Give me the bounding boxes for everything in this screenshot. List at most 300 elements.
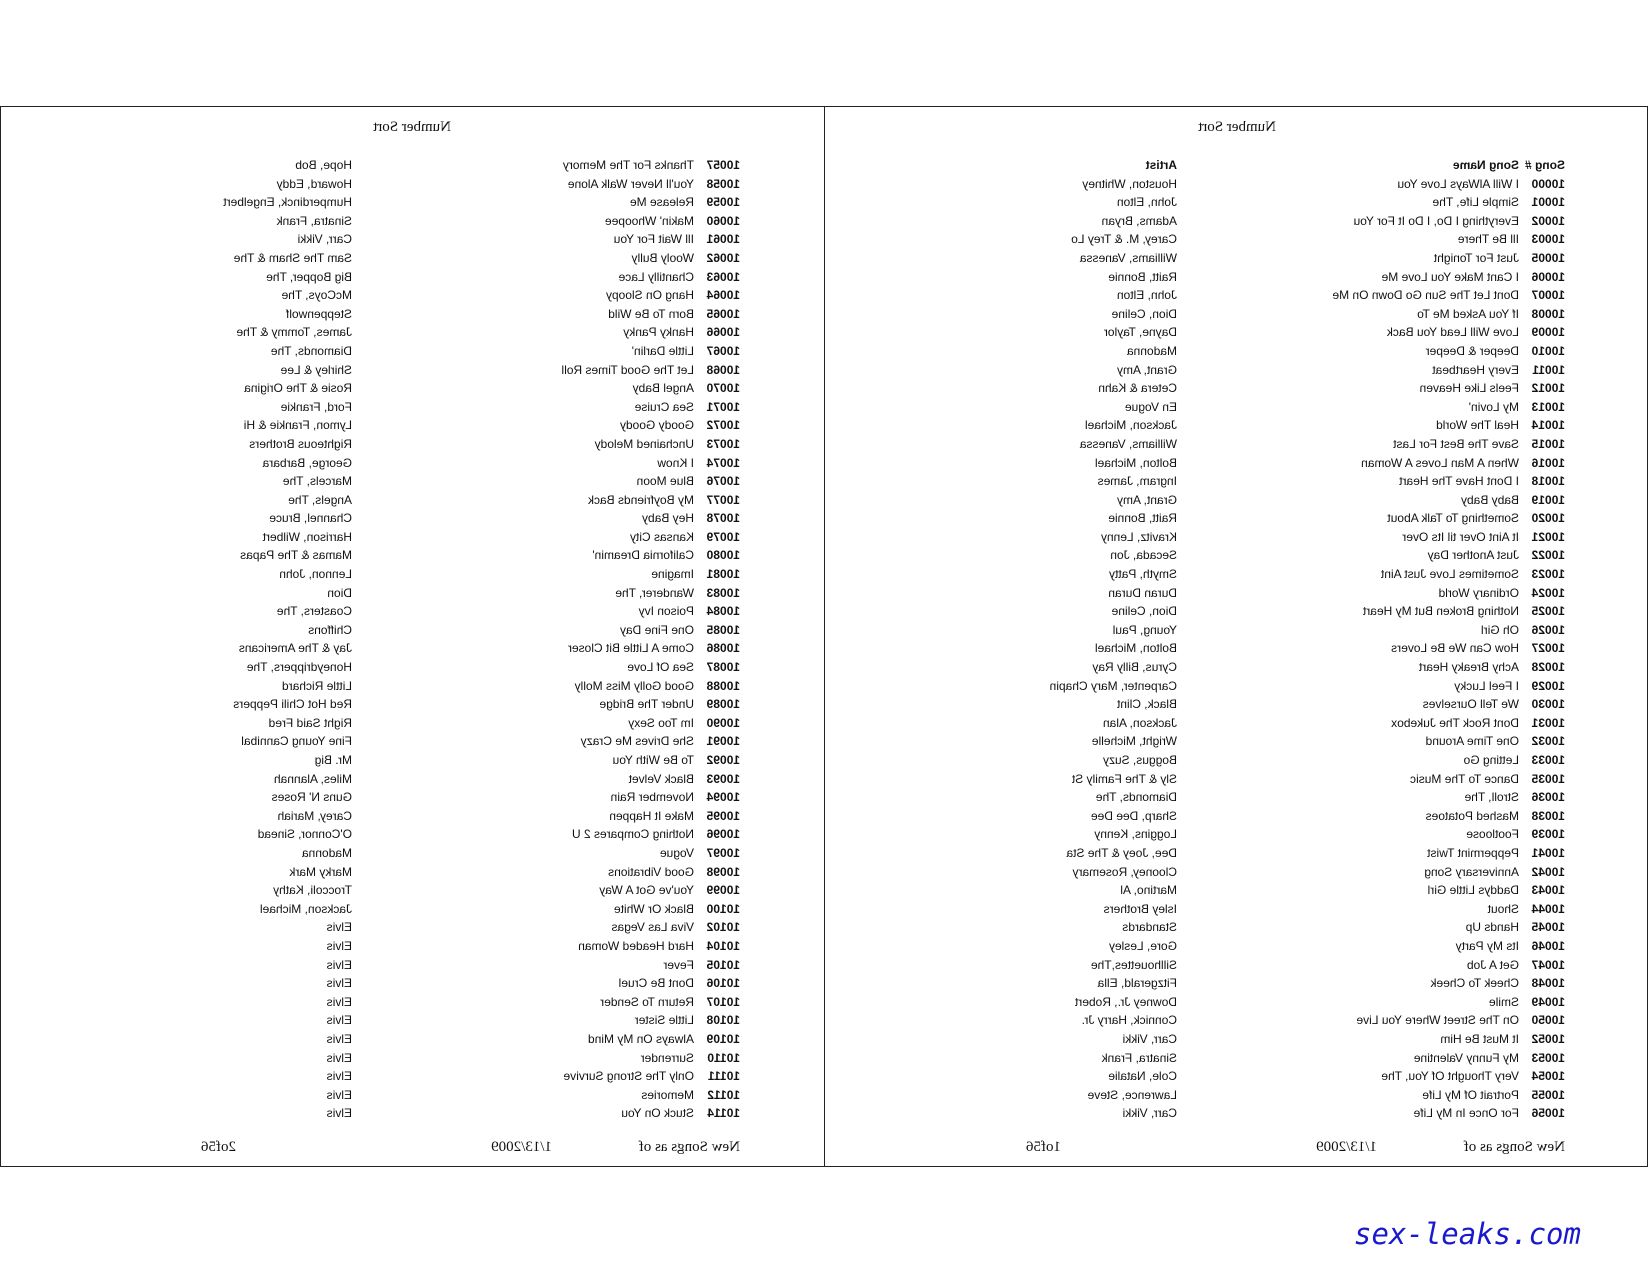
song-number: 10043: [1531, 883, 1565, 898]
song-name: Dance To The Music: [1410, 771, 1519, 786]
song-name: Little Darlin': [631, 343, 694, 358]
song-number: 10106: [706, 976, 740, 991]
song-number: 10084: [706, 604, 740, 619]
song-name: It Aint Over til Its Over: [1402, 529, 1519, 544]
song-name: To Be With You: [612, 753, 694, 767]
song-number: 10050: [1531, 1013, 1565, 1028]
table-row: [40, 268, 740, 287]
song-number: 10044: [1531, 901, 1565, 916]
artist-name: Fine Young Cannibal: [241, 734, 352, 749]
table-row: [40, 788, 740, 807]
song-name: One Time Around: [1425, 734, 1519, 749]
song-name: Stroll, The: [1464, 790, 1519, 805]
table-row: [40, 900, 740, 919]
song-name: Sometimes Love Just Aint: [1380, 567, 1519, 582]
song-number: 10029: [1531, 678, 1565, 693]
song-number: 10030: [1531, 697, 1565, 712]
song-name: Return To Sender: [600, 994, 694, 1009]
song-number: 10047: [1531, 957, 1565, 972]
song-number: 10099: [706, 883, 740, 898]
song-name: Peppermint Twist: [1427, 845, 1519, 860]
artist-name: Sam The Sham & The: [233, 250, 352, 265]
table-row: [40, 937, 740, 956]
table-row: [865, 956, 1565, 975]
artist-name: Miles, Alannah: [273, 771, 352, 786]
artist-name: Troccoli, Kathy: [273, 883, 352, 898]
table-row: [40, 825, 740, 844]
song-name: Shout: [1487, 901, 1519, 916]
footer-label: New Songs as of: [638, 1139, 740, 1155]
page-number: 2of56: [201, 1139, 236, 1155]
artist-name: Wright, Michelle: [1091, 734, 1177, 749]
table-row: [40, 1049, 740, 1068]
song-number: 10065: [706, 306, 740, 321]
song-name: Only The Strong Survive: [563, 1069, 694, 1084]
song-name: Save The Best For Last: [1393, 436, 1519, 451]
table-row: [40, 956, 740, 975]
artist-name: Harrison, Wilbert: [262, 529, 352, 544]
table-row: [865, 491, 1565, 510]
artist-name: Downey Jr., Robert: [1074, 994, 1177, 1009]
song-name: How Can We Be Lovers: [1391, 641, 1519, 656]
column-header-song-name: Song Name: [1452, 158, 1519, 172]
song-number: 10020: [1531, 511, 1565, 526]
artist-name: Mr. Big: [314, 753, 352, 767]
artist-name: Sharp, Dee Dee: [1090, 808, 1177, 823]
artist-name: Little Richard: [281, 678, 352, 693]
artist-name: Elvis: [326, 957, 352, 972]
song-number: 10092: [706, 753, 740, 767]
song-number: 10055: [1531, 1087, 1565, 1102]
song-number: 10049: [1531, 994, 1565, 1009]
artist-name: Elvis: [326, 920, 352, 935]
artist-name: Madonna: [1126, 343, 1177, 358]
table-row: [865, 844, 1565, 863]
artist-name: Duran Duran: [1108, 585, 1177, 600]
artist-name: Bolton, Michael: [1094, 455, 1177, 470]
table-row: [40, 918, 740, 937]
song-name: Kansas City: [629, 529, 694, 544]
song-name: Viva Las Vegas: [611, 920, 694, 935]
artist-name: Young, Paul: [1112, 622, 1177, 637]
footer-label: New Songs as of: [1463, 1139, 1565, 1155]
song-name: Ordinary World: [1438, 585, 1519, 600]
song-number: 10038: [1531, 808, 1565, 823]
artist-name: Carr, Vikki: [1122, 1106, 1177, 1121]
artist-name: Secada, Jon: [1110, 548, 1177, 563]
table-row: [40, 1030, 740, 1049]
table-row: [865, 732, 1565, 751]
song-number: 10098: [706, 864, 740, 879]
table-row: [40, 230, 740, 249]
footer-date: 1/13/2009: [1316, 1139, 1377, 1155]
page-1: [825, 106, 1649, 1167]
song-number: 10000: [1531, 176, 1565, 191]
song-number: 10028: [1531, 660, 1565, 675]
watermark: sex-leaks.com: [1354, 1217, 1581, 1251]
song-number: 10105: [706, 957, 740, 972]
table-row: [865, 1030, 1565, 1049]
song-name: Hang On Sloopy: [605, 288, 694, 303]
table-row: [40, 844, 740, 863]
song-name: Hanky Panky: [623, 325, 694, 340]
song-number: 10077: [706, 492, 740, 507]
song-name: Ill Wait For You: [613, 232, 694, 247]
artist-name: Right Said Fred: [268, 715, 352, 730]
table-row: [40, 528, 740, 547]
column-header-artist: Artist: [1145, 158, 1177, 172]
artist-name: Lawrence, Steve: [1087, 1087, 1177, 1102]
artist-name: O'Connor, Sinead: [257, 827, 352, 842]
song-name: Just Another Day: [1427, 548, 1519, 563]
song-name: Chantilly Lace: [618, 269, 694, 284]
song-number: 10006: [1531, 269, 1565, 284]
song-name: Come A Little Bit Closer: [567, 641, 694, 656]
song-number: 10074: [706, 455, 740, 470]
song-number: 10023: [1531, 567, 1565, 582]
song-number: 10024: [1531, 585, 1565, 600]
song-number: 10088: [706, 678, 740, 693]
artist-name: Williams, Vanessa: [1079, 250, 1177, 265]
table-row: [40, 361, 740, 380]
table-row: [865, 825, 1565, 844]
song-name: On The Street Where You Live: [1356, 1013, 1519, 1028]
song-name: Black Or White: [613, 901, 694, 916]
table-row: [40, 286, 740, 305]
song-name: Wooly Bully: [631, 250, 694, 265]
table-row: [40, 863, 740, 882]
artist-name: Elvis: [326, 1106, 352, 1121]
song-name: Vogue: [659, 845, 694, 860]
artist-name: Elvis: [326, 1087, 352, 1102]
song-name: Memories: [641, 1087, 694, 1102]
song-number: 10005: [1531, 250, 1565, 265]
table-row: [865, 584, 1565, 603]
song-number: 10086: [706, 641, 740, 656]
song-number: 10032: [1531, 734, 1565, 749]
song-number: 10067: [706, 343, 740, 358]
table-row: [40, 416, 740, 435]
song-number: 10022: [1531, 548, 1565, 563]
artist-name: Jackson, Michael: [1084, 418, 1177, 433]
table-row: [40, 881, 740, 900]
song-name: She Drives Me Crazy: [580, 734, 694, 749]
song-name: I Dont Have The Heart: [1399, 474, 1519, 489]
artist-name: McCoys, The: [281, 288, 352, 303]
song-name: My Lovin': [1468, 399, 1519, 414]
table-row: [40, 602, 740, 621]
page-number: 1of56: [1026, 1139, 1061, 1155]
artist-name: Righteous Brothers: [249, 436, 352, 451]
table-row: [40, 993, 740, 1012]
song-name: Nothing Compares 2 U: [571, 827, 694, 842]
song-number: 10027: [1531, 641, 1565, 656]
song-rows: [40, 156, 740, 1123]
song-number: 10036: [1531, 790, 1565, 805]
song-name: Cheek To Cheek: [1430, 976, 1519, 991]
song-name: Hard Headed Woman: [578, 938, 694, 953]
artist-name: Marky Mark: [289, 864, 352, 879]
song-name: Smile: [1488, 994, 1519, 1009]
table-row: [865, 621, 1565, 640]
table-row: [40, 398, 740, 417]
song-name: Little Sister: [634, 1013, 694, 1028]
artist-name: Elvis: [326, 994, 352, 1009]
artist-name: Carr, Vikki: [1122, 1031, 1177, 1046]
song-name: California Dreamin': [592, 548, 694, 563]
song-name: We Tell Ourselves: [1422, 697, 1519, 712]
artist-name: Black, Clint: [1116, 697, 1177, 712]
artist-name: Cetera & Kahn: [1098, 381, 1177, 396]
table-row: [865, 677, 1565, 696]
table-row: [865, 918, 1565, 937]
artist-name: Carr, Vikki: [297, 232, 352, 247]
song-name: Unchained Melody: [594, 436, 694, 451]
artist-name: En Vogue: [1124, 399, 1177, 414]
artist-name: Adams, Bryan: [1101, 213, 1177, 228]
table-row: [40, 1011, 740, 1030]
song-name: Portrait Of My Life: [1422, 1087, 1519, 1102]
song-number: 10093: [706, 771, 740, 786]
song-number: 10015: [1531, 436, 1565, 451]
song-name: Oh Girl: [1480, 622, 1519, 637]
table-row: [40, 323, 740, 342]
song-name: Black Velvet: [628, 771, 694, 786]
song-name: Under The Bridge: [599, 697, 694, 712]
song-number: 10066: [706, 325, 740, 340]
song-number: 10064: [706, 288, 740, 303]
song-name: Achy Breaky Heart: [1418, 660, 1519, 675]
table-row: [865, 454, 1565, 473]
table-row: [40, 658, 740, 677]
artist-name: Dee, Joey & The Sta: [1066, 845, 1177, 860]
song-name: Feels Like Heaven: [1419, 381, 1519, 396]
song-number: 10071: [706, 399, 740, 414]
song-number: 10110: [707, 1050, 740, 1065]
song-number: 10046: [1531, 938, 1565, 953]
song-name: My Funny Valentine: [1413, 1050, 1519, 1065]
song-name: Born To Be Wild: [608, 306, 694, 321]
song-number: 10010: [1531, 343, 1565, 358]
song-number: 10025: [1531, 604, 1565, 619]
song-number: 10057: [706, 158, 740, 172]
table-row: [40, 714, 740, 733]
artist-name: Dion, Celine: [1111, 604, 1177, 619]
song-name: Every Heartbeat: [1432, 362, 1519, 377]
song-number: 10081: [706, 567, 740, 582]
song-name: Daddys Little Girl: [1427, 883, 1519, 898]
artist-name: Carey, Mariah: [277, 808, 352, 823]
song-name: Let The Good Times Roll: [561, 362, 694, 377]
table-row: [865, 770, 1565, 789]
song-number: 10003: [1531, 232, 1565, 247]
table-row: [40, 472, 740, 491]
song-name: Always On My Mind: [587, 1031, 694, 1046]
song-name: It Must Be Him: [1440, 1031, 1519, 1046]
song-number: 10073: [706, 436, 740, 451]
table-row: [865, 286, 1565, 305]
song-name: Just For Tonight: [1433, 250, 1519, 265]
song-number: 10018: [1531, 474, 1565, 489]
song-number: 10031: [1531, 715, 1565, 730]
song-name: Poison Ivy: [638, 604, 694, 619]
table-row: [865, 546, 1565, 565]
song-number: 10019: [1531, 492, 1565, 507]
song-number: 10061: [706, 232, 740, 247]
table-row: [865, 193, 1565, 212]
artist-name: Chiffons: [308, 622, 352, 637]
table-row: [40, 305, 740, 324]
table-row: [865, 993, 1565, 1012]
artist-name: Jackson, Alan: [1102, 715, 1177, 730]
song-name: Blue Moon: [636, 474, 694, 489]
song-number: 10095: [706, 808, 740, 823]
song-name: Footloose: [1466, 827, 1519, 842]
artist-name: Grant, Amy: [1116, 492, 1177, 507]
table-row: [865, 937, 1565, 956]
song-number: 10104: [706, 938, 740, 953]
song-number: 10063: [706, 269, 740, 284]
table-row: [40, 770, 740, 789]
artist-name: Cyrus, Billy Ray: [1092, 660, 1177, 675]
table-row: [865, 268, 1565, 287]
table-row: [40, 342, 740, 361]
artist-name: Dayne, Taylor: [1103, 325, 1177, 340]
table-row: [865, 249, 1565, 268]
table-row: [40, 974, 740, 993]
artist-name: John, Elton: [1116, 288, 1177, 303]
artist-name: James, Tommy & The: [236, 325, 352, 340]
song-name: I Know: [657, 455, 694, 470]
song-number: 10002: [1531, 213, 1565, 228]
song-number: 10052: [1531, 1031, 1565, 1046]
song-name: Nothing Broken But My Heart: [1362, 604, 1519, 619]
song-number: 10090: [706, 715, 740, 730]
artist-name: Diamonds, The: [1095, 790, 1177, 805]
artist-name: Sillhouettes,The: [1090, 957, 1177, 972]
table-row: [865, 416, 1565, 435]
song-name: Very Thought Of You, The: [1381, 1069, 1519, 1084]
artist-name: Elvis: [326, 1013, 352, 1028]
song-name: Good Vibrations: [608, 864, 694, 879]
table-row: [865, 639, 1565, 658]
table-row: [865, 509, 1565, 528]
artist-name: Standards: [1122, 920, 1177, 935]
song-number: 10089: [706, 697, 740, 712]
table-row: [865, 881, 1565, 900]
song-number: 10007: [1531, 288, 1565, 303]
song-number: 10079: [706, 529, 740, 544]
table-row: [40, 379, 740, 398]
artist-name: Elvis: [326, 938, 352, 953]
song-number: 10108: [706, 1013, 740, 1028]
song-name: Love Will Lead You Back: [1386, 325, 1519, 340]
table-row: [40, 1086, 740, 1105]
artist-name: Raitt, Bonnie: [1108, 269, 1177, 284]
table-row: [40, 807, 740, 826]
artist-name: Dion: [327, 585, 352, 600]
table-row: [40, 175, 740, 194]
artist-name: Dion, Celine: [1111, 306, 1177, 321]
song-number: 10058: [706, 176, 740, 191]
song-name: Dont Rock The Jukebox: [1391, 715, 1519, 730]
table-row: [865, 175, 1565, 194]
artist-name: Channel, Bruce: [269, 511, 352, 526]
song-name: When A Man Loves A Woman: [1361, 455, 1519, 470]
artist-name: Humperdinck, Engelbert: [223, 195, 352, 210]
artist-name: Diamonds, The: [270, 343, 352, 358]
artist-name: Sly & The Family St: [1071, 771, 1177, 786]
song-name: Ill Be There: [1457, 232, 1519, 247]
artist-name: Madonna: [301, 845, 352, 860]
artist-name: Angels, The: [288, 492, 352, 507]
song-name: Angel Baby: [632, 381, 694, 396]
song-name: Everything I Do, I Do It For You: [1353, 213, 1519, 228]
song-name: Get A Job: [1466, 957, 1519, 972]
song-number: 10076: [706, 474, 740, 489]
song-number: 10114: [707, 1106, 740, 1121]
table-row: [40, 584, 740, 603]
song-number: 10080: [706, 548, 740, 563]
table-row: [40, 621, 740, 640]
page-2: [0, 106, 824, 1167]
column-header-song-number: Song #: [1524, 158, 1565, 172]
song-name: Im Too Sexy: [628, 715, 694, 730]
song-name: One Fine Day: [619, 622, 694, 637]
table-row: [865, 1067, 1565, 1086]
song-name: Wanderer, The: [615, 585, 694, 600]
footer-date: 1/13/2009: [491, 1139, 552, 1155]
table-row: [40, 454, 740, 473]
table-row: [865, 230, 1565, 249]
song-number: 10094: [706, 790, 740, 805]
song-number: 10085: [706, 622, 740, 637]
page-header: Number Sort: [373, 119, 451, 135]
artist-name: Howard, Eddy: [276, 176, 352, 191]
song-number: 10048: [1531, 976, 1565, 991]
song-number: 10045: [1531, 920, 1565, 935]
song-number: 10062: [706, 250, 740, 265]
artist-name: Honeydrippers, The: [246, 660, 352, 675]
artist-name: George, Barbara: [262, 455, 352, 470]
song-number: 10107: [706, 994, 740, 1009]
song-number: 10012: [1531, 381, 1565, 396]
artist-name: Cole, Natalie: [1108, 1069, 1177, 1084]
song-number: 10060: [706, 213, 740, 228]
song-name: Make It Happen: [609, 808, 694, 823]
table-row: [865, 212, 1565, 231]
table-row: [40, 639, 740, 658]
song-number: 10011: [1532, 362, 1565, 377]
table-row: [865, 398, 1565, 417]
song-name: Stuck On You: [621, 1106, 694, 1121]
song-number: 10016: [1531, 455, 1565, 470]
artist-name: Isley Brothers: [1103, 901, 1177, 916]
song-number: 10042: [1531, 864, 1565, 879]
table-row: [40, 565, 740, 584]
song-name: Fever: [663, 957, 694, 972]
song-name: Goody Goody: [619, 418, 694, 433]
song-name: Dont Be Cruel: [618, 976, 694, 991]
table-row: [40, 156, 740, 175]
song-number: 10001: [1531, 195, 1565, 210]
song-name: Something To Talk About: [1387, 511, 1519, 526]
page-header: Number Sort: [1198, 119, 1276, 135]
song-number: 10039: [1531, 827, 1565, 842]
table-row: [865, 863, 1565, 882]
song-name: Dont Let The Sun Go Down On Me: [1332, 288, 1519, 303]
song-name: Thanks For The Memory: [562, 158, 694, 172]
